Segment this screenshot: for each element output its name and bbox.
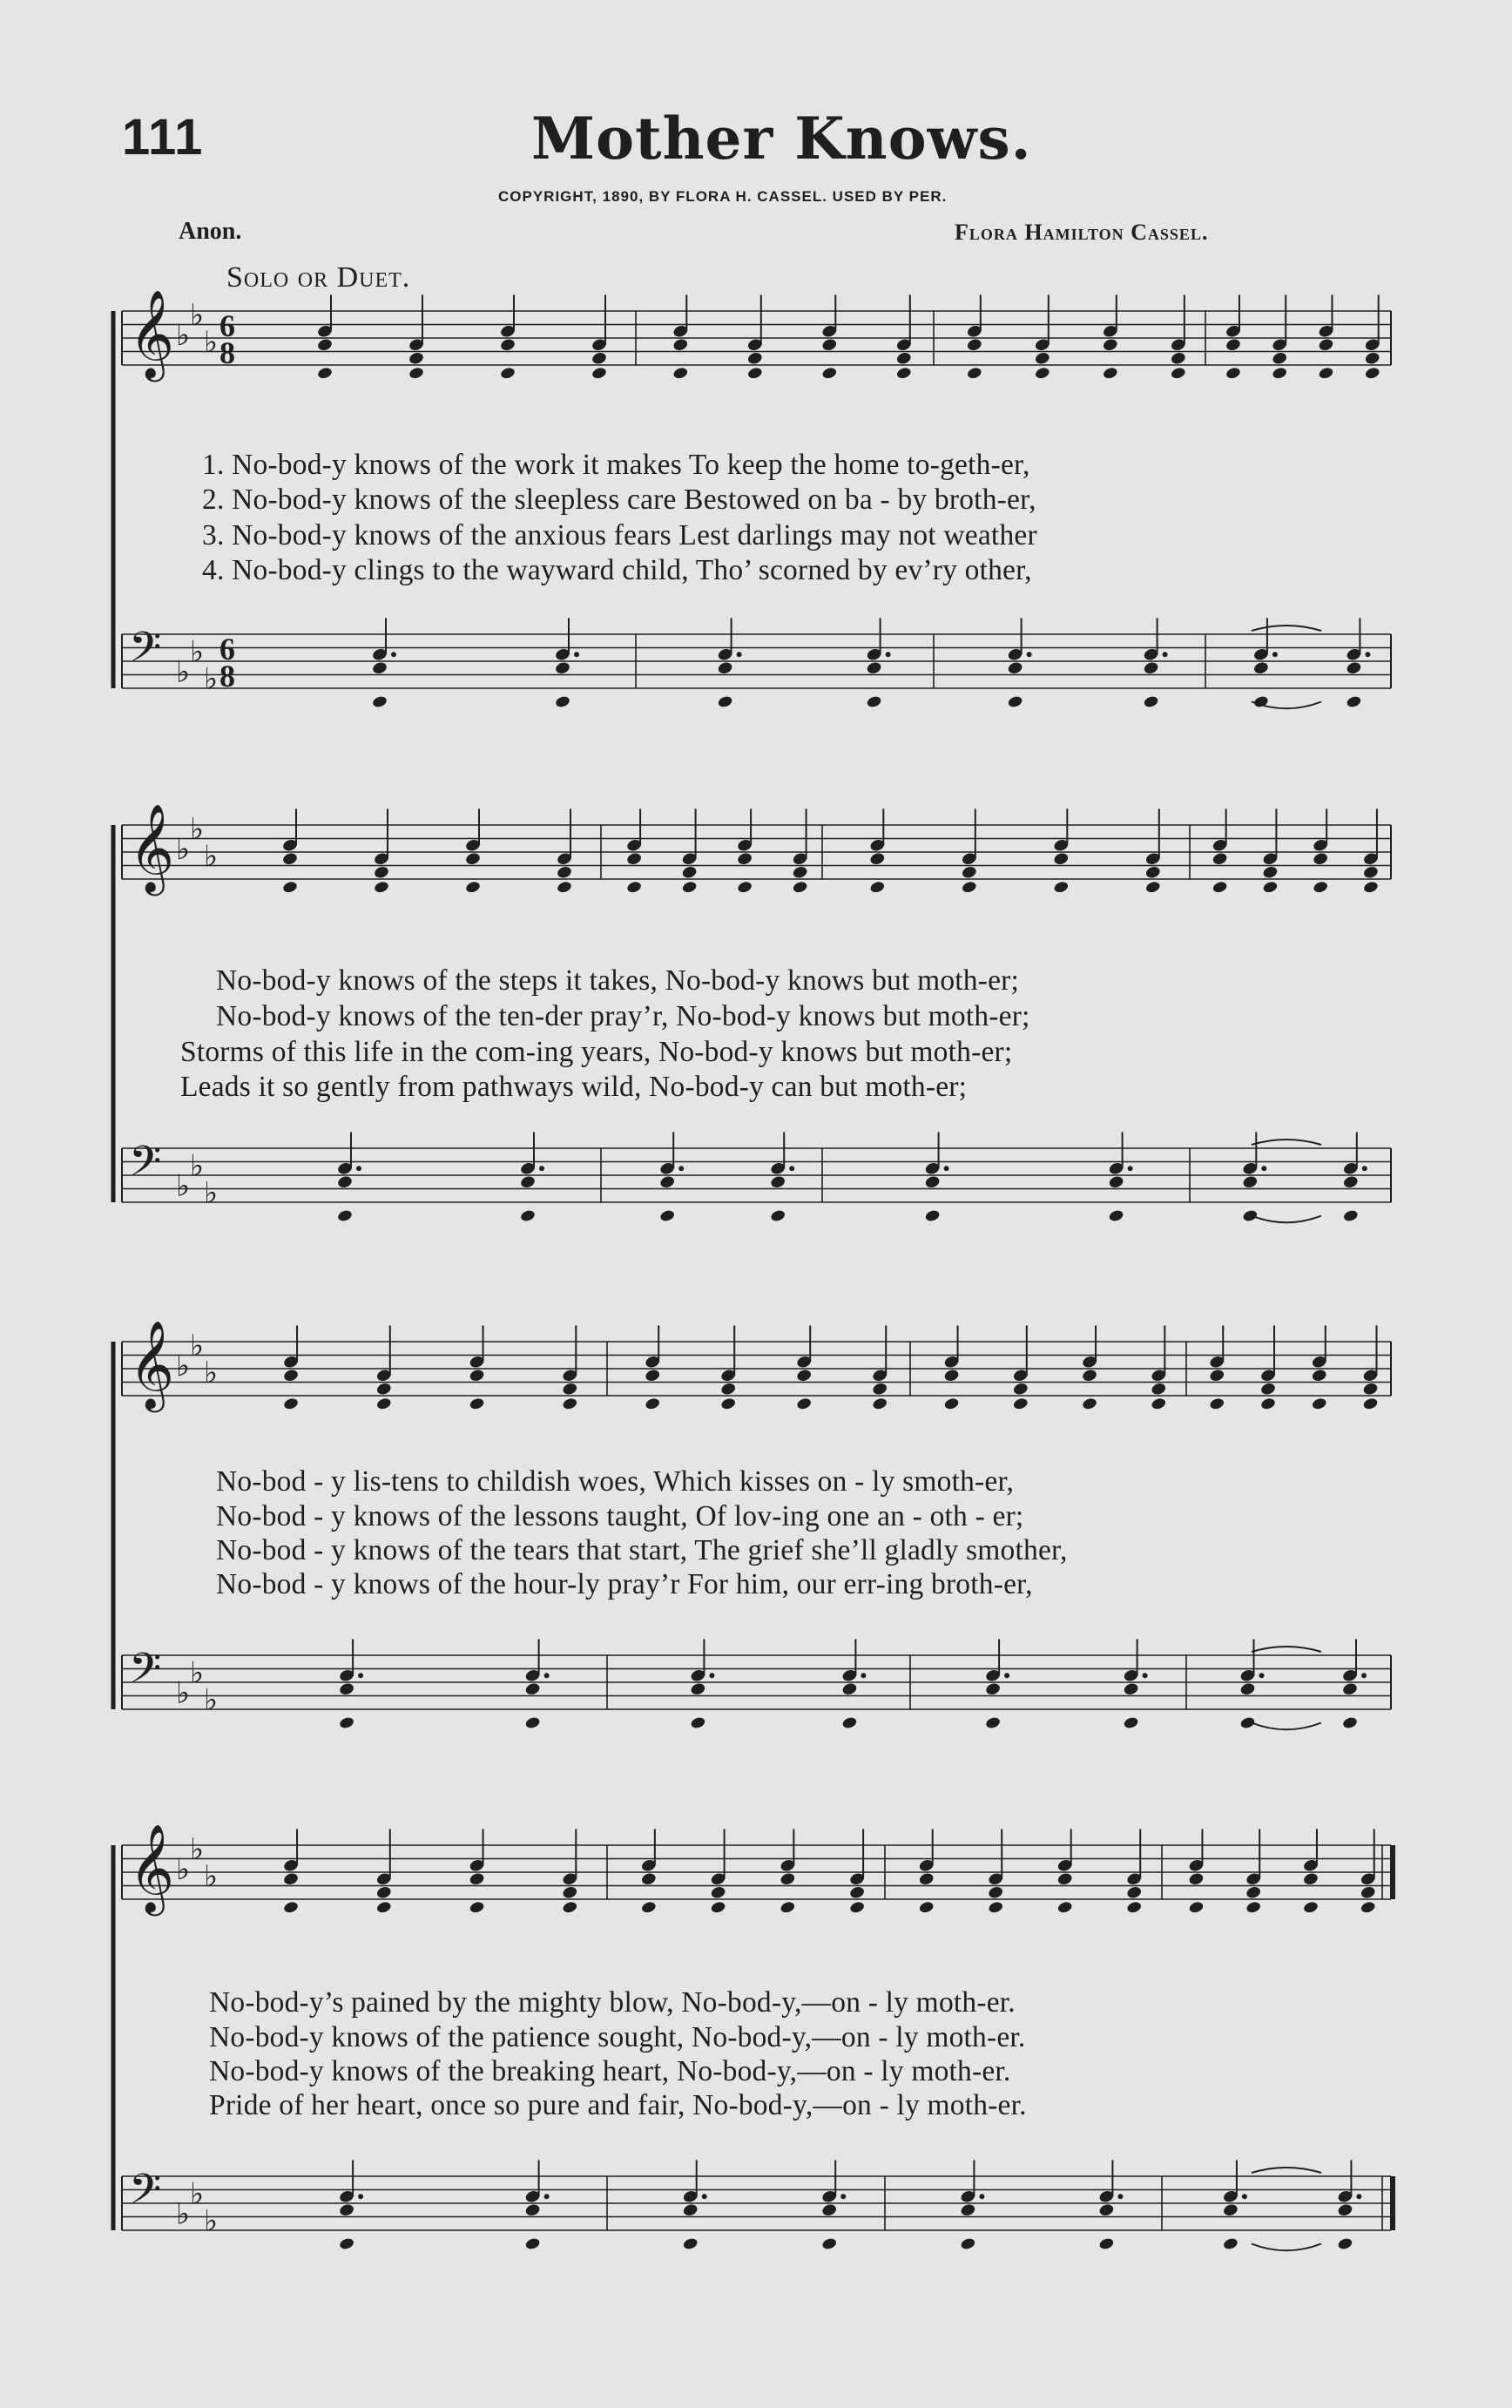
note-head xyxy=(1272,366,1288,380)
note-head xyxy=(626,880,643,894)
lyric-line: No-bod-y’s pained by the mighty blow, No-bod-y,—on - ly moth-er. xyxy=(209,1986,1016,2019)
note-head xyxy=(918,1900,935,1914)
note-head xyxy=(1144,880,1161,894)
note-head xyxy=(282,1368,299,1383)
lyric-line: No-bod - y knows of the lessons taught, Of lov-ing one an - oth - er; xyxy=(216,1500,1024,1532)
note-head xyxy=(1209,1397,1225,1410)
lyric-line: No-bod-y knows of the patience sought, No-bod-y,—on - ly moth-er. xyxy=(209,2021,1026,2053)
dot xyxy=(861,1673,866,1678)
dot xyxy=(1128,1166,1133,1171)
note-head xyxy=(659,1174,676,1189)
note-head xyxy=(317,366,334,380)
note-head xyxy=(283,1900,300,1914)
note-head xyxy=(339,2237,355,2251)
note-head xyxy=(1143,695,1159,709)
note-head xyxy=(1108,1209,1124,1223)
note-head xyxy=(841,1716,858,1730)
note-head xyxy=(375,1382,392,1397)
note-head xyxy=(1242,1174,1259,1189)
dot xyxy=(1242,2194,1247,2199)
flat-sign: ♭ xyxy=(190,1831,205,1867)
lyric-line: 2. No-bod-y knows of the sleepless care Bestowed on ba - by broth-er, xyxy=(202,484,1036,516)
note-head xyxy=(710,1900,726,1914)
note-head xyxy=(1225,337,1241,352)
note-head xyxy=(408,366,425,380)
note-head xyxy=(866,695,882,709)
note-head xyxy=(780,1900,796,1914)
note-head xyxy=(681,880,698,894)
dot xyxy=(574,652,579,657)
dot xyxy=(1261,1166,1266,1171)
note-head xyxy=(1056,1900,1073,1914)
bass-clef: 𝄢 xyxy=(129,1643,162,1703)
note-head xyxy=(1252,660,1269,675)
note-head xyxy=(524,2237,541,2251)
note-head xyxy=(557,880,573,894)
note-head xyxy=(1053,851,1070,866)
note-head xyxy=(469,1871,485,1886)
lyric-line: No-bod-y knows of the ten-der pray’r, No-bod-y knows but moth-er; xyxy=(216,1000,1030,1032)
note-head xyxy=(1313,851,1329,866)
note-head xyxy=(372,695,388,709)
treble-clef: 𝄞 xyxy=(129,287,175,378)
dot xyxy=(709,1673,714,1678)
note-head xyxy=(872,1382,888,1397)
treble-clef: 𝄞 xyxy=(129,802,175,892)
note-head xyxy=(591,366,608,380)
note-head xyxy=(469,1900,485,1914)
note-head xyxy=(1007,660,1023,675)
note-head xyxy=(562,1900,578,1914)
composer-credit: Flora Hamilton Cassel. xyxy=(955,220,1209,245)
dot xyxy=(391,652,396,657)
flat-sign: ♭ xyxy=(190,811,205,847)
dot xyxy=(979,2194,984,2199)
note-head xyxy=(562,1382,578,1397)
lyric-line: Storms of this life in the com-ing years, No-bod-y knows but moth-er; xyxy=(180,1036,1013,1068)
note-head xyxy=(1262,865,1279,880)
note-head xyxy=(1272,351,1288,366)
note-head xyxy=(961,880,977,894)
note-head xyxy=(720,1397,737,1410)
treble-clef: 𝄞 xyxy=(129,1318,175,1409)
dot xyxy=(358,2194,363,2199)
dot xyxy=(1365,652,1370,657)
note-head xyxy=(1143,660,1159,675)
note-head xyxy=(1102,366,1118,380)
note-head xyxy=(316,337,333,352)
note-head xyxy=(1209,1368,1225,1383)
dot xyxy=(1361,1673,1367,1678)
bass-clef: 𝄢 xyxy=(129,2164,162,2224)
note-head xyxy=(821,2237,838,2251)
flat-sign: ♭ xyxy=(204,661,219,697)
note-head xyxy=(918,1871,935,1886)
note-head xyxy=(500,366,516,380)
note-head xyxy=(924,1174,941,1189)
note-head xyxy=(1363,880,1380,894)
note-head xyxy=(895,366,912,380)
dot xyxy=(886,652,891,657)
note-head xyxy=(1245,1900,1262,1914)
note-head xyxy=(1303,1900,1320,1914)
flat-sign: ♭ xyxy=(176,1675,191,1711)
note-head xyxy=(1313,880,1329,894)
note-head xyxy=(966,366,982,380)
flat-sign: ♭ xyxy=(176,1852,191,1887)
note-head xyxy=(1056,1871,1073,1886)
note-head xyxy=(720,1382,737,1397)
note-head xyxy=(1342,1209,1359,1223)
note-head xyxy=(717,660,733,675)
dot xyxy=(737,652,742,657)
note-head xyxy=(849,1900,866,1914)
note-head xyxy=(1364,351,1380,366)
note-head xyxy=(520,1209,537,1223)
note-head xyxy=(281,851,298,866)
note-head xyxy=(554,660,570,675)
flat-sign: ♭ xyxy=(176,1349,191,1383)
note-head xyxy=(408,351,424,366)
note-head xyxy=(1126,1900,1143,1914)
note-head xyxy=(821,337,838,352)
note-head xyxy=(792,880,808,894)
flat-sign: ♭ xyxy=(204,324,219,360)
note-head xyxy=(681,865,698,880)
dot xyxy=(1272,652,1278,657)
note-head xyxy=(690,1681,706,1696)
note-head xyxy=(1081,1368,1097,1383)
note-head xyxy=(1188,1900,1205,1914)
flat-sign: ♭ xyxy=(190,1328,205,1363)
note-head xyxy=(988,1900,1004,1914)
treble-clef: 𝄞 xyxy=(129,1822,175,1912)
lyric-line: 4. No-bod-y clings to the wayward child, Tho’ scorned by ev’ry other, xyxy=(202,554,1032,586)
note-head xyxy=(1212,880,1228,894)
note-head xyxy=(960,2202,976,2217)
note-head xyxy=(375,1900,392,1914)
bass-clef: 𝄢 xyxy=(129,622,162,682)
note-head xyxy=(1245,1885,1262,1900)
note-head xyxy=(1342,1716,1359,1730)
note-head xyxy=(1260,1397,1277,1410)
time-signature-bottom: 8 xyxy=(219,659,235,693)
dot xyxy=(1143,1673,1148,1678)
note-head xyxy=(1012,1397,1029,1410)
note-head xyxy=(465,880,482,894)
note-head xyxy=(746,351,763,366)
note-head xyxy=(821,366,838,380)
dot xyxy=(1362,1166,1367,1171)
note-head xyxy=(371,660,388,675)
note-head xyxy=(1188,1871,1205,1886)
note-head xyxy=(869,880,886,894)
flat-sign: ♭ xyxy=(176,318,191,353)
note-head xyxy=(339,1681,355,1696)
lyricist-credit: Anon. xyxy=(179,218,242,245)
note-head xyxy=(374,880,390,894)
flat-sign: ♭ xyxy=(190,297,205,333)
note-head xyxy=(640,1871,657,1886)
flat-sign: ♭ xyxy=(190,634,205,670)
note-head xyxy=(282,880,299,894)
note-head xyxy=(1346,660,1362,675)
note-head xyxy=(1053,880,1070,894)
lyric-line: No-bod - y knows of the hour-ly pray’r For him, our err-ing broth-er, xyxy=(216,1568,1033,1600)
flat-sign: ♭ xyxy=(190,1148,205,1184)
note-head xyxy=(283,1397,300,1410)
time-signature-top: 6 xyxy=(219,308,235,343)
note-head xyxy=(841,1681,858,1696)
note-head xyxy=(336,1174,353,1189)
note-head xyxy=(1362,1382,1379,1397)
note-head xyxy=(562,1397,578,1410)
note-head xyxy=(645,1397,661,1410)
note-head xyxy=(1311,1397,1327,1410)
note-head xyxy=(373,865,389,880)
dot xyxy=(1117,2194,1123,2199)
note-head xyxy=(796,1368,813,1383)
note-head xyxy=(737,851,753,866)
flat-sign: ♭ xyxy=(204,1858,219,1894)
note-head xyxy=(1098,2237,1115,2251)
note-head xyxy=(792,865,808,880)
flat-sign: ♭ xyxy=(204,1355,219,1390)
note-head xyxy=(282,1871,299,1886)
lyric-line: No-bod-y knows of the breaking heart, No-bod-y,—on - ly moth-er. xyxy=(209,2055,1011,2087)
note-head xyxy=(966,337,982,352)
hymn-title: Mother Knows. xyxy=(531,105,1032,172)
lyric-line: Pride of her heart, once so pure and fair, No-bod-y,—on - ly moth-er. xyxy=(209,2089,1027,2121)
note-head xyxy=(1082,1397,1098,1410)
note-head xyxy=(869,851,886,866)
note-head xyxy=(519,1174,536,1189)
note-head xyxy=(682,2237,699,2251)
note-head xyxy=(988,1885,1004,1900)
note-head xyxy=(556,865,572,880)
note-head xyxy=(339,2202,355,2217)
flat-sign: ♭ xyxy=(190,2176,205,2212)
note-head xyxy=(1342,1174,1359,1189)
flat-sign: ♭ xyxy=(204,838,219,874)
dot xyxy=(544,1673,550,1678)
note-head xyxy=(872,1397,888,1410)
note-head xyxy=(1012,1382,1029,1397)
note-head xyxy=(985,1681,1002,1696)
dot xyxy=(358,1673,363,1678)
note-head xyxy=(710,1885,726,1900)
note-head xyxy=(375,1397,392,1410)
tie xyxy=(1252,2168,1321,2173)
note-head xyxy=(849,1885,866,1900)
note-head xyxy=(690,1716,706,1730)
note-head xyxy=(866,660,882,675)
note-head xyxy=(1362,865,1379,880)
note-head xyxy=(1123,1716,1139,1730)
performance-note: Solo or Duet. xyxy=(226,261,411,294)
note-head xyxy=(1302,1871,1319,1886)
note-head xyxy=(524,1681,541,1696)
note-head xyxy=(1259,1382,1276,1397)
bass-clef: 𝄢 xyxy=(129,1136,162,1196)
note-head xyxy=(1318,366,1334,380)
note-head xyxy=(717,695,733,709)
dot xyxy=(1259,1673,1265,1678)
lyric-line: No-bod-y knows of the steps it takes, No-bod-y knows but moth-er; xyxy=(216,964,1020,997)
note-head xyxy=(746,366,763,380)
note-head xyxy=(659,1209,676,1223)
copyright-notice: COPYRIGHT, 1890, BY FLORA H. CASSEL. USED BY PER. xyxy=(498,188,948,205)
note-head xyxy=(780,1871,796,1886)
note-head xyxy=(464,851,481,866)
note-head xyxy=(943,1368,960,1383)
note-head xyxy=(961,865,977,880)
flat-sign: ♭ xyxy=(204,1682,219,1718)
note-head xyxy=(1170,366,1186,380)
note-head xyxy=(985,1716,1002,1730)
note-head xyxy=(339,1716,355,1730)
note-head xyxy=(672,337,689,352)
note-head xyxy=(1126,1885,1143,1900)
note-head xyxy=(1007,695,1023,709)
note-head xyxy=(1346,695,1362,709)
dot xyxy=(1356,2194,1361,2199)
note-head xyxy=(375,1885,392,1900)
hymn-number: 111 xyxy=(122,109,204,166)
note-head xyxy=(737,880,753,894)
lyric-line: No-bod - y knows of the tears that start, The grief she’ll gladly smother, xyxy=(216,1534,1068,1566)
note-head xyxy=(1102,337,1118,352)
note-head xyxy=(1337,2237,1353,2251)
note-head xyxy=(1144,865,1161,880)
note-head xyxy=(562,1885,578,1900)
note-head xyxy=(1170,351,1186,366)
tie xyxy=(1252,1647,1321,1652)
lyric-line: 1. No-bod-y knows of the work it makes To keep the home to-geth-er, xyxy=(202,449,1030,481)
dot xyxy=(544,2194,550,2199)
tie xyxy=(1252,1140,1321,1145)
note-head xyxy=(555,695,571,709)
note-head xyxy=(645,1368,661,1383)
note-head xyxy=(337,1209,354,1223)
note-head xyxy=(1151,1397,1167,1410)
dot xyxy=(678,1166,684,1171)
dot xyxy=(539,1166,544,1171)
note-head xyxy=(626,851,643,866)
note-head xyxy=(1337,2202,1353,2217)
flat-sign: ♭ xyxy=(204,1175,219,1211)
note-head xyxy=(1341,1681,1358,1696)
note-head xyxy=(1222,2202,1239,2217)
note-head xyxy=(1034,351,1050,366)
flat-sign: ♭ xyxy=(204,2203,219,2239)
lyric-line: Leads it so gently from pathways wild, No-bod-y can but moth-er; xyxy=(180,1071,968,1103)
note-head xyxy=(1108,1174,1124,1189)
note-head xyxy=(1242,1209,1259,1223)
note-head xyxy=(1318,337,1334,352)
note-head xyxy=(1311,1368,1327,1383)
tie xyxy=(1252,2244,1321,2251)
dot xyxy=(789,1166,794,1171)
dot xyxy=(1004,1673,1009,1678)
note-head xyxy=(1239,1681,1256,1696)
note-head xyxy=(469,1397,485,1410)
note-head xyxy=(1360,1900,1376,1914)
note-head xyxy=(524,1716,541,1730)
note-head xyxy=(943,1397,960,1410)
note-head xyxy=(1098,2202,1115,2217)
dot xyxy=(944,1166,949,1171)
time-signature-bottom: 8 xyxy=(219,335,235,370)
note-head xyxy=(1225,366,1242,380)
flat-sign: ♭ xyxy=(190,1655,205,1691)
dot xyxy=(1163,652,1168,657)
lyric-line: No-bod - y lis-tens to childish woes, Which kisses on - ly smoth-er, xyxy=(216,1465,1015,1498)
time-signature-top: 6 xyxy=(219,632,235,666)
note-head xyxy=(1151,1382,1167,1397)
dot xyxy=(356,1166,361,1171)
note-head xyxy=(1223,2237,1239,2251)
flat-sign: ♭ xyxy=(176,654,191,690)
lyric-line: 3. No-bod-y knows of the anxious fears Lest darlings may not weather xyxy=(202,519,1037,551)
note-head xyxy=(924,1209,941,1223)
note-head xyxy=(682,2202,699,2217)
note-head xyxy=(1034,366,1050,380)
flat-sign: ♭ xyxy=(176,2196,191,2232)
note-head xyxy=(499,337,516,352)
flat-sign: ♭ xyxy=(176,832,191,867)
tie xyxy=(1252,1723,1321,1730)
note-head xyxy=(821,2202,838,2217)
dot xyxy=(702,2194,707,2199)
note-head xyxy=(1123,1681,1139,1696)
note-head xyxy=(591,351,607,366)
tie xyxy=(1252,626,1321,631)
note-head xyxy=(1362,1397,1379,1410)
note-head xyxy=(1360,1885,1376,1900)
note-head xyxy=(672,366,689,380)
note-head xyxy=(1212,851,1228,866)
note-head xyxy=(770,1209,786,1223)
note-head xyxy=(960,2237,976,2251)
flat-sign: ♭ xyxy=(176,1168,191,1204)
dot xyxy=(840,2194,846,2199)
note-head xyxy=(640,1900,657,1914)
tie xyxy=(1252,1216,1321,1223)
note-head xyxy=(770,1174,786,1189)
note-head xyxy=(1262,880,1279,894)
note-head xyxy=(469,1368,485,1383)
note-head xyxy=(796,1397,813,1410)
dot xyxy=(1027,652,1032,657)
note-head xyxy=(524,2202,541,2217)
note-head xyxy=(895,351,912,366)
note-head xyxy=(1364,366,1380,380)
